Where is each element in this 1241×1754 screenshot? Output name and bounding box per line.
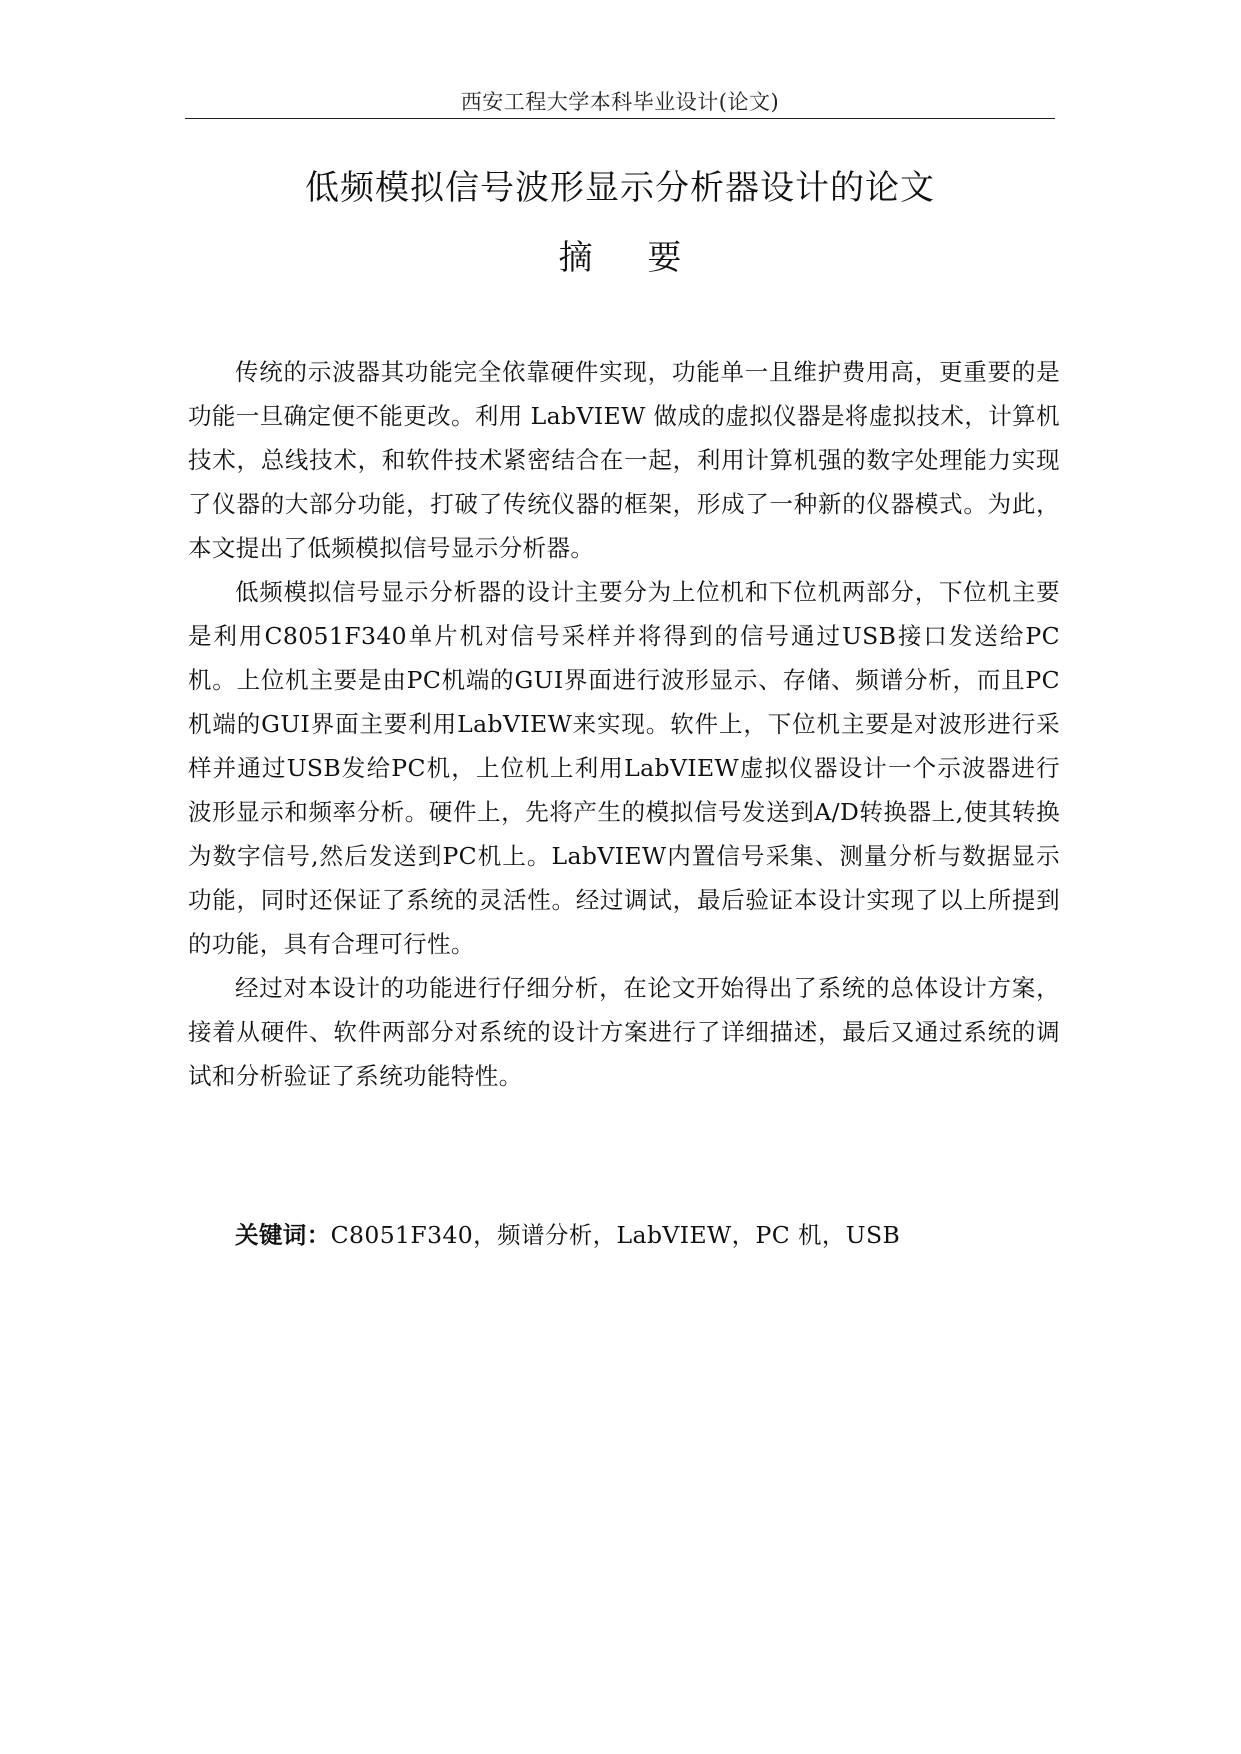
abstract-paragraph: 经过对本设计的功能进行仔细分析，在论文开始得出了系统的总体设计方案，接着从硬件、软件两部分对系统的设计方案进行了详细描述，最后又通过系统的调试和分析验证了系统功能特性。 <box>188 974 1060 1090</box>
keywords-line <box>235 1213 900 1257</box>
header-divider <box>185 118 1055 119</box>
abstract-body <box>188 350 1060 1098</box>
abstract-heading: 摘 要 <box>558 238 704 278</box>
document-title: 低频模拟信号波形显示分析器设计的论文 <box>305 168 935 208</box>
running-header: 西安工程大学本科毕业设计(论文) <box>460 90 780 114</box>
abstract-paragraph: 传统的示波器其功能完全依靠硬件实现，功能单一且维护费用高，更重要的是功能一旦确定便不能更改。利用 LabVIEW 做成的虚拟仪器是将虚拟技术，计算机技术，总线技术，和软件技术紧密结合在一起，利用计算机强的数字处理能力实现了仪器的大部分功能，打破了传统仪器的框架，形成了一种新的仪器模式。为此，本文提出了低频模拟信号显示分析器。 <box>188 358 1060 562</box>
abstract-paragraph: 低频模拟信号显示分析器的设计主要分为上位机和下位机两部分，下位机主要是利用C8051F340单片机对信号采样并将得到的信号通过USB接口发送给PC机。上位机主要是由PC机端的GUI界面进行波形显示、存储、频谱分析，而且PC机端的GUI界面主要利用LabVIEW来实现。软件上，下位机主要是对波形进行采样并通过USB发给PC机，上位机上利用LabVIEW虚拟仪器设计一个示波器进行波形显示和频率分析。硬件上，先将产生的模拟信号发送到A/D转换器上,使其转换为数字信号,然后发送到PC机上。LabVIEW内置信号采集、测量分析与数据显示功能，同时还保证了系统的灵活性。经过调试，最后验证本设计实现了以上所提到的功能，具有合理可行性。 <box>188 578 1060 958</box>
keywords-label: 关键词： <box>235 1221 331 1249</box>
keywords-value: C8051F340，频谱分析，LabVIEW，PC 机，USB <box>330 1221 901 1249</box>
